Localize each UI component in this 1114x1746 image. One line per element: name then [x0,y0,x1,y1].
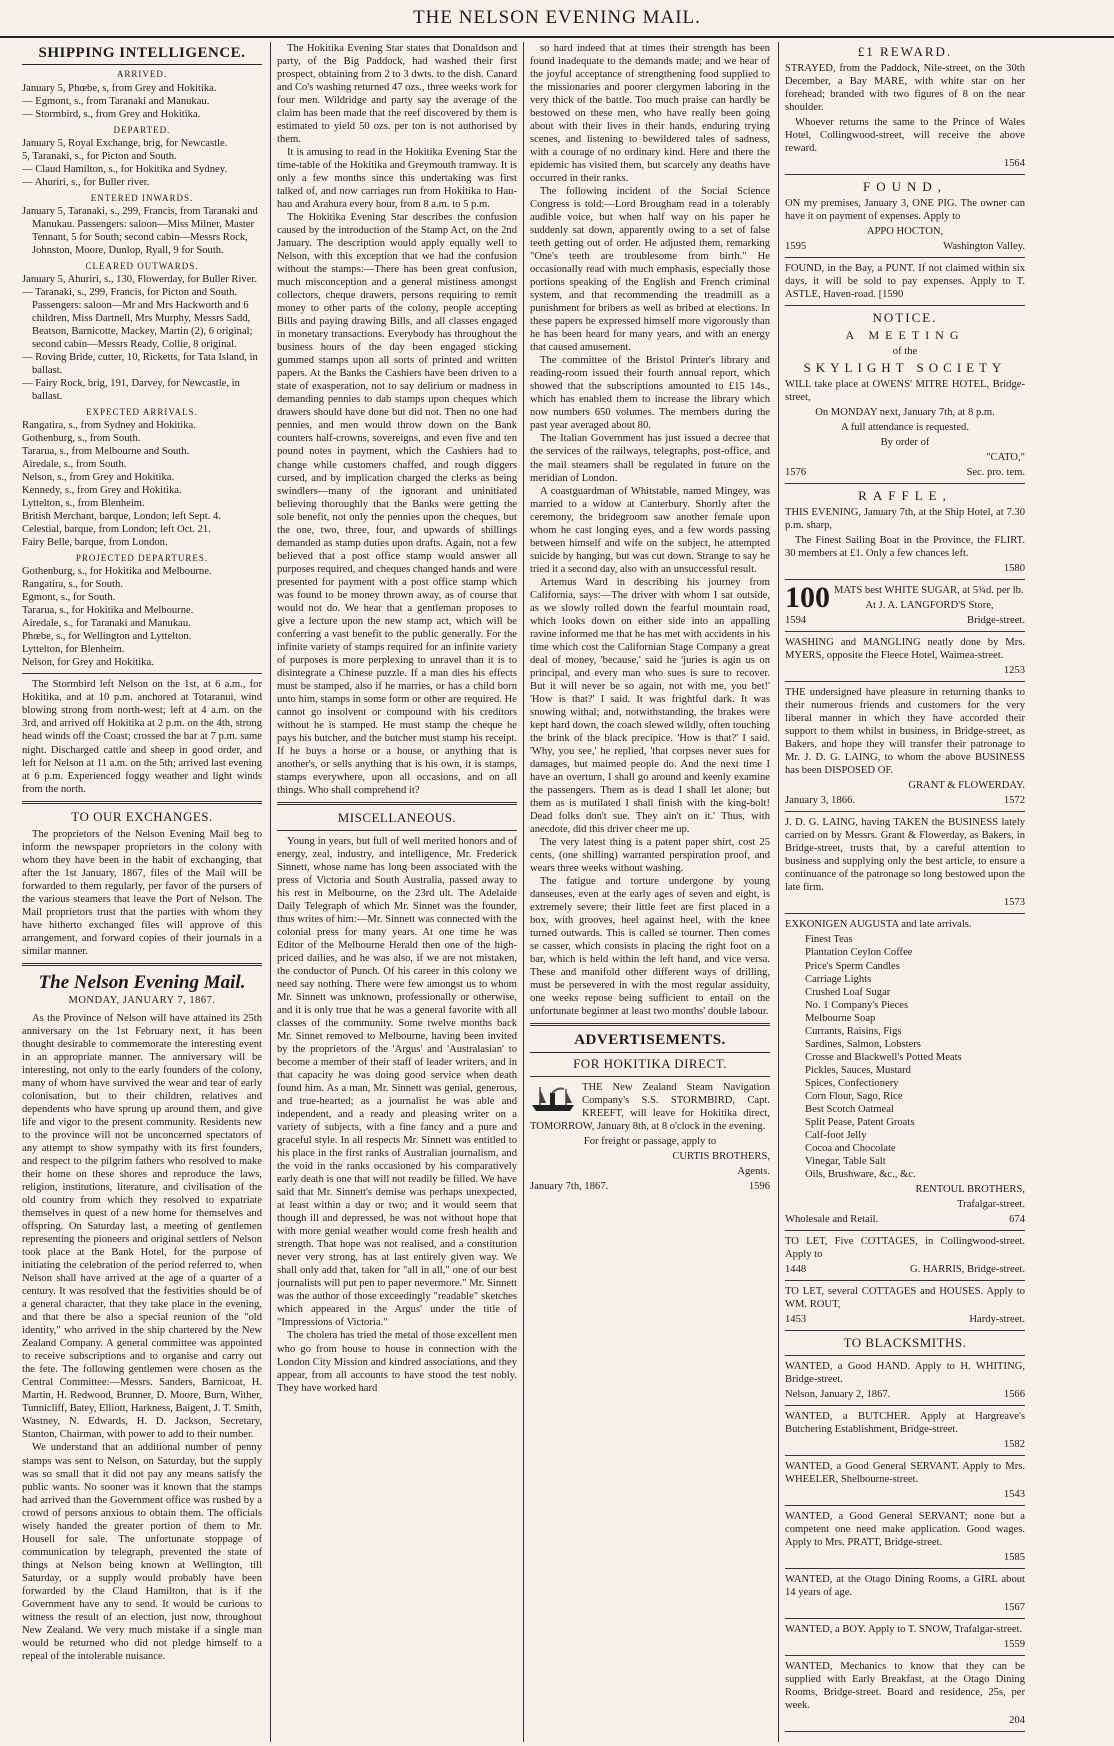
wanted-ad [785,1660,1025,1732]
wanted-ref: 1559 [1003,1639,1025,1651]
list-item: Lyttelton, s., from Blenheim. [22,498,145,510]
paragraph: As the Province of Nelson will have attained its 25th anniversary on the 1st February next, it has been thought desirable to commemorate the interesting event in an appropriate manner. The anniversary will be interesting, not only to the early founders of the colony, many of whom have survived the wear and tear of early colonisation, but to their children, relatives and dependents who have sprung up around them, and give life and vigor to the present community. Residents new to the province will not be unconcerned spectators of any attempt to show sympathy with its first founders, and respect to the pilgrim fathers who resolved to make their home on these shores and reproduce the laws, religion, institutions, literature, and civilisation of the old country from which they resolved to expatriate themselves in quest of a new home for themselves and offspring. On Saturday last, a meeting of gentlemen representing the pioneers and original settlers of Nelson took place at the Bank Hotel, for the purpose of initiating the celebration of the period referred to, when Nelson shall have arrived at the age of a quarter of a century. It was resolved that the festivities should be of a general character, that they take place in the evening, and that there be also a special reunion of the "old identity," who arrived in the ship chartered by the New Zealand Company. A general committee was appointed to receive subscriptions and to organise and carry out the fete. The following gentlemen were chosen as the Central Committee:—Messrs. Sanders, Barnicoat, H. Martin, H. Redwood, Brunner, D. Moore, Burn, Wither, Tunnicliff, Batey, Elliott, Harkness, Baigent, J. T. Smith, Wastney, N. Edwards, H. D. Jackson, Secretary, Stanton, Chairman, with power to add to their number. [22,1012,262,1441]
hokitika-agent-role: Agents. [737,1165,770,1177]
list-item: Crosse and Blackwell's Potted Meats [805,1051,962,1063]
column-rule [523,42,524,1742]
divider [785,257,1025,258]
list-item: Phœbe, s., for Wellington and Lyttelton. [22,631,192,643]
list-item: Tararua, s., from Melbourne and South. [22,446,190,458]
wanted-ref: 1585 [1003,1552,1025,1564]
list-item: January 5, Royal Exchange, brig, for Newcastle. [22,137,228,149]
divider [785,1230,1025,1231]
list-item: Rangatira, s., from Sydney and Hokitika. [22,420,196,432]
exchanges-text: The proprietors of the Nelson Evening Mail beg to inform the newspaper proprietors in the colony with whom they have been in the habit of exchanging, that after the 1st January, 1867, files of the Mail will be forwarded to them regularly, per favor of the pursers of the various steamers that leave the Port of Nelson. The Mail proprietors trust that the parties with whom they have hitherto exchanged files will approve of this arrangement, and forward copies of their journals in a similar manner. [22,828,262,957]
to-let-2-text [785,1285,1025,1311]
sugar-street: Bridge-street. [967,615,1025,627]
wanted-ad [785,1510,1025,1569]
notice-sec: Sec. pro. tem. [966,467,1025,479]
column-4 [785,42,1025,1742]
washing-ref: 1253 [1003,665,1025,677]
wanted-footer [785,1388,1025,1401]
wanted-footer [785,1438,1025,1451]
wanted-ads [785,1360,1025,1732]
divider [785,681,1025,682]
blacksmiths-heading: TO BLACKSMITHS. [843,1334,967,1350]
hokitika-agent: CURTIS BROTHERS, [672,1150,770,1162]
raffle-text-2: The Finest Sailing Boat in the Province, the FLIRT. 30 members at £1. Only a few chances left. [785,535,1025,560]
notice-attend: A full attendance is requested. [841,421,969,433]
augusta-wholesale: Wholesale and Retail. [785,1213,879,1225]
cleared-heading: CLEARED OUTWARDS. [85,260,199,271]
divider [785,913,1025,914]
divider [785,174,1025,175]
reward-text-2: Whoever returns the same to the Prince of Wales Hotel, Collingwood-street, will receive the above reward. [785,117,1025,155]
list-item: Currants, Raisins, Figs [805,1025,902,1037]
divider [785,1731,1025,1732]
to-let-2-street: Hardy-street. [969,1313,1025,1325]
list-item: Spices, Confectionery [805,1077,899,1089]
divider [785,1568,1025,1569]
to-let-1-name: G. HARRIS, Bridge-street. [909,1263,1025,1275]
reward-text: STRAYED, from the Paddock, Nile-street, on the 30th December, a Bay MARE, with white star on her forehead; branded with two figures of 8 on the near shoulder. [785,62,1025,114]
wanted-text: WANTED, at the Otago Dining Rooms, a GIRL about 14 years of age. [785,1574,1025,1599]
column-3 [530,42,770,1742]
list-item: Best Scotch Oatmeal [805,1103,894,1115]
expected-list [22,419,262,549]
hokitika-freight: For freight or passage, apply to [583,1135,717,1147]
masthead-title: THE NELSON EVENING MAIL. [413,7,701,28]
list-item: Cocoa and Chocolate [805,1142,896,1154]
wanted-ad [785,1573,1025,1619]
wanted-ad [785,1460,1025,1506]
list-item: — Roving Bride, cutter, 10, Ricketts, for Tata Island, in ballast. [22,351,258,376]
list-item: Plantation Ceylon Coffee [805,947,913,959]
list-item: Price's Sperm Candles [805,960,900,972]
column-rule [778,42,779,1742]
list-item: 5, Taranaki, s., for Picton and South. [22,150,177,162]
reward-ref: 1564 [1003,158,1025,170]
wanted-ref: 1543 [1003,1489,1025,1501]
exchanges-heading: TO OUR EXCHANGES. [71,808,213,824]
list-item: — Ahuriri, s., for Buller river. [22,176,150,188]
list-item: January 5, Ahuriri, s., 130, Flowerday, for Buller River. [22,273,257,285]
divider [22,673,262,674]
paragraph: so hard indeed that at times their strength has been found inadequate to the demands made; and we hear of the joyful acceptance of strengthening food supplied to the missionaries and poorer clergymen laboring in the very thick of the battle. Too much praise can hardly be bestowed on these men, who have really been going about with their lives in their hands, enduring trying scenes, and listening to bewildered tales of sadness, with a courage of no ordinary kind. Here and there the epidemic has visited them, but scarcely any deaths have occurred in their ranks. [530,43,770,185]
list-item: Corn Flour, Sago, Rice [805,1090,903,1102]
stamp-paragraphs [277,42,517,797]
wanted-ad [785,1360,1025,1406]
hokitika-footer [530,1180,770,1193]
divider [785,811,1025,812]
divider [785,483,1025,484]
paragraph: The committee of the Bristol Printer's library and reading-room issued their fourth annual report, which showed that the subscriptions amounted to £15 14s., which has enabled them to increase the library which now numbers 650 volumes. The members during the past year averaged about 80. [530,355,770,432]
sugar-footer [785,614,1025,627]
raffle-text: THIS EVENING, January 7th, at the Ship Hotel, at 7.30 p.m. sharp, [785,507,1025,532]
notice-when: On MONDAY next, January 7th, at 8 p.m. [815,406,995,418]
punt-ref: [1590 [878,289,904,301]
projected-list [22,565,262,669]
divider [22,963,262,966]
notice-order: By order of [880,437,930,448]
divider [785,1330,1025,1331]
list-item: No. 1 Company's Pieces [805,999,909,1011]
wanted-ad [785,1623,1025,1656]
list-item: Nelson, for Grey and Hokitika. [22,657,154,669]
cleared-list [22,273,262,403]
wanted-text: WANTED, a Good HAND. Apply to H. WHITING, Bridge-street. [785,1360,1025,1385]
to-let-2-name: WM. ROUT, [785,1298,841,1310]
notice-text: WILL take place at OWENS' MITRE HOTEL, Bridge-street, [785,378,1025,403]
list-item: — Claud Hamilton, s., for Hokitika and Sydney. [22,163,227,175]
laing-ref: 1573 [1003,897,1025,909]
to-let-1-ref: 1448 [785,1263,807,1275]
column-2 [277,42,517,1742]
list-item: Melbourne Soap [805,1012,876,1024]
to-let-2-footer [785,1313,1025,1326]
grant-ref: 1572 [1003,795,1025,807]
list-item: Fairy Belle, barque, from London. [22,537,168,549]
wanted-ref: 1566 [1003,1388,1025,1400]
divider [785,1280,1025,1281]
list-item: — Stormbird, s., from Grey and Hokitika. [22,108,201,120]
divider [785,579,1025,580]
found-place: Washington Valley. [943,241,1025,253]
wanted-ref: 1567 [1003,1602,1025,1614]
wanted-footer [785,1488,1025,1501]
hokitika-date: January 7th, 1867. [530,1180,609,1192]
raffle-ref: 1580 [1003,563,1025,575]
arrived-list [22,82,262,121]
list-item: Celestial, barque, from London; left Oct. 21. [22,524,211,536]
wanted-footer [785,1551,1025,1564]
paragraph: The Hokitika Evening Star describes the confusion caused by the introduction of the Stamp Act, on the 2nd January. The description would apply equally well to Nelson, with this exception that we had the confusion without the stamps:—There has been great confusion, much misconception and a general mistiness amongst collectors, cheque drawers, persons requiring to remit money to other parts of the colony, people accepting Bills and paying drawing Bills, and all classes engaged in monetary transactions. Everybody has throughout the business hours of the day been engaged sticking gummed stamps upon all sorts of printed and written papers. At the Banks the Cashiers have been driven to a state of exasperation, not to say delirium or madness in demanding pennies to dab stamps upon cheques which drawers should have done but did not. Then no one had pennies, and men would throw down on the Bank counters half-crowns, sovereigns, and even five and ten pound notes in payment, which the Cashiers had to change while customers chaffed, and rough diggers cursed, and by implication charged the clerks as being swindlers—many of the ignorant and uninitiated believing thoroughly that the Banks were getting the sole benefit, not only the pennies upon the cheques, but the one, two, three, four, and upwards of shillings demanded as stamp duties upon drafts. Again, not a few believed that a post office stamp would answer all purposes required, and cheques changed hands and were presented for payment with a post office stamp which was found to be money thrown away, as of course that would not do. We hear that a gentleman proposes to give a lecture upon the new stamp act, which will be conferring a vast benefit to the public generally. For the infinite variety of stamps required for an infinite variety of purposes is more perplexing to unravel than it is to disintegrate a Chinese puzzle. If a man dies his effects must be stamped, also if he marries, or has a child born unto him, stamps in some form or other are required. He cannot go insolvent or compound with his creditors without he is stamped. He must stamp the cheque he pays his butcher, and the butcher must stamp his receipt. If he buys a horse or a house, or anything that is another's, or sells anything that is his own, it is stamps, stamps everywhere, upon all occasions, and on all things. Who shall comprehend it? [277,212,517,796]
paragraph: The cholera has tried the metal of those excellent men who go from house to house in connection with the London City Mission and kindred associations, and they appear, from all accounts to have stood the test nobly. They have worked hard [277,1330,517,1394]
paragraph: The fatigue and torture undergone by young danseuses, even at the early ages of seven and eight, is extremely severe; their little feet are first placed in a box, with grooves, heel against heel, with the knee turned outwards. This is called se tourner. Then comes se casser, which consists in placing the right foot on a bar, which is held within the left hand, and vice versa. These and manifold other different ways of drilling, must be persevered in with the most regular assiduity, one weeks repose being sufficient to entail on the unfortunate beginner at least two months' double labour. [530,876,770,1018]
list-item: Vinegar, Table Salt [805,1155,886,1167]
paper-title: The Nelson Evening Mail. [38,971,246,993]
departed-list [22,137,262,189]
list-item: January 5, Taranaki, s., 299, Francis, from Taranaki and Manukau. Passengers: saloon—Miss Milner, Master Tennant, 5 for South; second cabin—Messrs Rock, Johnston, Moore, Dunlop, Ryall, 9 for South. [22,205,258,256]
list-item: Pickles, Sauces, Mustard [805,1064,911,1076]
paragraph: We understand that an additional number of penny stamps was sent to Nelson, on Saturday, but the supply was so small that it did not pay any means satisfy the public wants. No sooner was it known that the stamps had arrived than the Government office was rushed by a crowd of persons anxious to obtain them. The officials wisely handed the greater portion of them to Mr. Housell for sale. The unfortunate stoppage of communication by telegraph, prevented the state of things at Nelson being known at Wellington, till Saturday, or a supply would probably have been forwarded by the Claud Hamilton, that is if the Government have any to send. It would be curious to witness the result of an election, just now, throughout New Zealand. We very much mistake if a single man would be returned who did not pledge himself to a repeal of the intolerable nuisance. [22,1442,262,1662]
to-let-1-footer [785,1263,1025,1276]
paragraph: A coastguardman of Whitstable, named Mingey, was married to a widow at Canterbury. Shortly after the ceremony, the bridegroom saw another female upon whom he cast longing eyes, and a few words passing between himself and wife on the subject, he attempted suicide by hanging, but was cut down. Strange to say he tried it a second day, also with an unsuccessful result. [530,485,770,575]
paragraph: The Italian Government has just issued a decree that the services of the railways, telegraphs, post-office, and the mail steamers shall be regulated in future on the meridian of London. [530,433,770,484]
society-name: SKYLIGHT SOCIETY [803,359,1007,375]
sugar-number: 100 [785,581,830,615]
list-item: Tararua, s., for Hokitika and Melbourne. [22,605,194,617]
divider [785,305,1025,306]
reward-title: £1 REWARD. [857,44,953,59]
list-item: Oils, Brushware, &c., &c. [805,1168,916,1180]
punt-body: FOUND, in the Bay, a PUNT. If not claimed within six days, it will be sold to pay expenses. Apply to T. ASTLE, Haven-road. [785,263,1025,301]
sugar-at: At J. A. LANGFORD'S Store, [865,600,994,612]
to-let-2-ref: 1453 [785,1313,807,1325]
found-name: APPO HOCTON, [866,226,944,238]
divider [530,1076,770,1077]
hokitika-ad-text: THE New Zealand Steam Navigation Company's S.S. STORMBIRD, Capt. KREEFT, will leave for Hokitika direct, TOMORROW, January 8th, at 8 o'clock in the evening. [530,1081,770,1132]
list-item: Gothenburg, s., for Hokitika and Melbourne. [22,566,212,578]
list-item: British Merchant, barque, London; left Sept. 4. [22,511,221,523]
grant-date: January 3, 1866. [785,795,856,807]
list-item: — Egmont, s., from Taranaki and Manukau. [22,95,210,107]
augusta-title: EXKONIGEN AUGUSTA and late arrivals. [785,919,972,931]
wanted-footer [785,1714,1025,1727]
masthead [0,0,1114,38]
found-text: ON my premises, January 3, ONE PIG. The owner can have it on payment of expenses. Apply to [785,198,1025,223]
wanted-text: WANTED, a BUTCHER. Apply at Hargreave's Butchering Establishment, Bridge-street. [785,1410,1025,1435]
list-item: Kennedy, s., from Grey and Hokitika. [22,485,182,497]
wanted-text: WANTED, a Good General SERVANT; none but a competent one need make application. Good wages. Apply to Mrs. PRATT, Bridge-street. [785,1511,1025,1549]
divider [530,1023,770,1026]
list-item: Rangatira, s., for South. [22,579,123,591]
expected-heading: EXPECTED ARRIVALS. [86,407,198,418]
divider [785,1505,1025,1506]
list-item: Split Pease, Patent Groats [805,1116,915,1128]
steamship-icon [530,1083,578,1113]
divider [785,1355,1025,1356]
divider [277,830,517,831]
divider [785,1618,1025,1619]
augusta-footer [785,1213,1025,1226]
list-item: Lyttelton, for Blenheim. [22,644,125,656]
wanted-ad [785,1410,1025,1456]
wanted-sub: Nelson, January 2, 1867. [785,1388,891,1400]
grant-footer [785,794,1025,807]
found-title: FOUND, [862,179,948,195]
wanted-footer [785,1601,1025,1614]
sugar-ref: 1594 [785,615,807,627]
notice-cato: "CATO," [986,452,1025,464]
augusta-items [805,933,1025,1180]
projected-heading: PROJECTED DEPARTURES. [75,553,209,564]
divider [277,802,517,805]
meeting-of: of the [892,345,918,357]
dateline: MONDAY, JANUARY 7, 1867. [68,995,216,1007]
laing-text: J. D. G. LAING, having TAKEN the BUSINESS lately carried on by Messrs. Grant & Flowerday, as Bakers, in Bridge-street, trusts that, by a careful attention to business and supplying only the best article, to ensure a continuance of the patronage so long bestowed upon the late firm. [785,817,1025,894]
paragraph: The Hokitika Evening Star states that Donaldson and party, of the Big Paddock, had washed their first prospect, obtaining from 2 to 3 dwts. to the dish. Canard and Co's washing returned 47 ozs., three weeks work for four men. Wildridge and party say the average of the claim has been made that the reef discovered by them is estimated to yield 50 ozs. per ton is not authorised by them. [277,43,517,146]
sugar-ad [785,581,1025,627]
meeting-title: A MEETING [845,328,965,343]
list-item: Sardines, Salmon, Lobsters [805,1038,921,1050]
list-item: Finest Teas [805,934,853,946]
grant-sign: GRANT & FLOWERDAY. [908,780,1025,792]
paragraph: Artemus Ward in describing his journey from California, says:—The driver with whom I sat outside, as we slowly rolled down the fearful mountain road, which looks down on either side into an appalling ravine informed me that he has met with accidents in his time which cost the Californian Stage Company a great deal of money, 'because,' said he 'juries is agin us on principal, and every man who sues is sure to recover. But it will never be so again, not with me, you bet!' 'How is that?' I said. It was frightful dark. It was snowing withal; and, notwithstanding, the brakes were kept hard down, the coach slewed wildly, often touching the brink of the black precipice. 'How is that?' I said. 'Why, you see,' he replied, 'that corpses never sues for damages, but maimed people do. And the next time I have an overturn, I shall go around and keenly examine the passengers. Them as is dead I shall let alone; but them as is mutilated I shall finish with the king-bolt! Dead folks don't sue. They ain't on it.' Thus, with anecdote, did this driver cheer me up. [530,576,770,835]
paragraph: The very latest thing is a patent paper shirt, cost 25 cents, (one shilling) warranted perspiration proof, and wears three weeks without washing. [530,836,770,874]
notice-ref: 1576 [785,467,807,479]
list-item: Crushed Loaf Sugar [805,986,891,998]
wanted-ref: 1582 [1003,1438,1025,1450]
sugar-text: MATS best WHITE SUGAR, at 5¾d. per lb. [834,585,1024,597]
augusta-firm: RENTOUL BROTHERS, [915,1183,1025,1195]
column-rule [270,42,271,1742]
list-item: Carriage Lights [805,973,872,985]
found-ref: 1595 [785,241,807,253]
list-item: Airedale, s., from South. [22,459,127,471]
paragraph: It is amusing to read in the Hokitika Evening Star the time-table of the Hokitika and Greymouth tramway. It is only a few months since this undertaking was first talked of, and now carriages run from Hokitika to Hau-hau and Arahura every hour, from 8 a.m. to 5 p.m. [277,147,517,211]
hokitika-ref: 1596 [748,1180,770,1192]
editorial-paragraphs [22,1012,262,1663]
hokitika-heading: FOR HOKITIKA DIRECT. [573,1055,727,1071]
list-item: — Taranaki, s., 299, Francis, for Picton and South. Passengers: saloon—Mr and Mrs Hackworth and 6 children, Miss Dartnell, Mrs Murphy, Messrs Sadd, Beatson, Barnicotte, Mackey, Martin (2), 6 original; second cabin—Messrs Ready, Collie, 8 original. [22,286,253,350]
list-item: — Fairy Rock, brig, 191, Darvey, for Newcastle, in ballast. [22,377,240,402]
augusta-ref: 674 [1009,1213,1025,1225]
list-item: Egmont, s., for South. [22,592,116,604]
list-item: Calf-foot Jelly [805,1129,867,1141]
notice-title: NOTICE. [872,310,938,326]
list-item: Gothenburg, s., from South. [22,433,141,445]
column-1 [22,42,262,1742]
punt-text [785,262,1025,301]
wanted-text: WANTED, a BOY. Apply to T. SNOW, Trafalgar-street. [785,1624,1023,1636]
list-item: Airedale, s., for Taranaki and Manukau. [22,618,191,630]
divider [785,631,1025,632]
entered-heading: ENTERED INWARDS. [90,192,194,203]
entered-list [22,205,262,257]
divider [785,1655,1025,1656]
notice-footer [785,466,1025,479]
wanted-text: WANTED, a Good General SERVANT. Apply to Mrs. WHEELER, Shelbourne-street. [785,1460,1025,1485]
to-let-1-text: TO LET, Five COTTAGES, in Collingwood-street. Apply to [785,1235,1025,1260]
ads-heading: ADVERTISEMENTS. [530,1031,770,1052]
misc-paragraphs [277,835,517,1395]
misc-heading: MISCELLANEOUS. [337,809,457,825]
augusta-street: Trafalgar-street. [957,1198,1025,1210]
divider [22,801,262,804]
paragraph: The following incident of the Social Science Congress is told:—Lord Brougham read in a tolerably audible voice, but when half way on his paper he suddenly sat down, apparently owing to a set of false teeth getting out of order. He adjusted them, remarking "One's teeth are troublesome from birth." He occasionally read with much emphasis, especially those portions speaking of the English and French criminal system, and that recommending the treadmill as a punishment for bribers as well as bribed at elections. In these papers he expressed himself more vigorously than he has been heard for many years, and with an energy that caused amusement. [530,186,770,354]
raffle-title: RAFFLE, [858,488,952,504]
wanted-ref: 204 [1009,1715,1025,1727]
departed-heading: DEPARTED. [113,124,171,135]
news-paragraphs [530,42,770,1018]
stormbird-report: The Stormbird left Nelson on the 1st, at 6 a.m., for Hokitika, and at 10 p.m. anchored at Totaranui, wind blowing strong from north-west; left at 4 a.m. on the 3rd, and arrived off Hokitika at 2 p.m. on the 4th, strong head winds off the Coast; crossed the bar at 7 p.m. same night. Discharged cattle and sheep in good order, and left for Nelson at 11 a.m. on the 5th; arrived last evening at 6 p.m. Experienced foggy weather and light winds from the north. [22,679,262,795]
divider [785,1405,1025,1406]
list-item: January 5, Phœbe, s, from Grey and Hokitika. [22,82,217,94]
divider [785,1455,1025,1456]
to-let-2-body: TO LET, several COTTAGES and HOUSES. Apply to [785,1285,1025,1297]
paragraph: Young in years, but full of well merited honors and of energy, zeal, industry, and intelligence, Mr. Frederick Sinnett, whose name has long been associated with the press of Victoria and South Australia, passed away to his rest in Melbourne, on the 23rd ult. The Adelaide Daily Telegraph of which Mr. Sinnet was the founder, thus writes of him:—Mr. Sinnett was connected with the colonial press for many years. At one time he was Editor of the Melbourne Herald then one of the high-priced dailies, and he was also, if we are not mistaken, the conductor of Punch. Of his career in this colony we need say nothing. There were few amongst us to whom Mr. Sinnett was unknown, professionally or otherwise, and it is only true that he was a general favorite with all classes of the community. Some twelve months back Mr. Sinnet removed to Melbourne, having been invited by the proprietors of the 'Argus' and 'Australasian' to become a member of their staff of leader writers, and in that capacity he was doing good service when death found him. As a man, Mr. Sinnett was genial, generous, and true-hearted; as a journalist he was able and independent, and a ready and pleasing writer on a variety of subjects, with a fine fancy and a pure and graceful style. In all respects Mr. Sinnett was entitled to his place in the first ranks of Australian journalism, and the void in the ranks occasioned by his comparatively early death is one that will not readily be filled. We have said that Mr. Sinnett's demise was perhaps unexpected, at least within a day or two; and it would seem that though ill and depressed, he was not without hope that with more genial weather would come fresh health and strength. That hope was not realised, and a constitution never very strong, has at last entirely given way. We shall only add that, taken for "all in all," one of our best journalists will put pen to paper nevermore." Mr. Sinnett was the author of those exceedingly "readable" sketches which appeared in the Argus' under the title of "Impressions of Victoria." [277,835,517,1329]
arrived-heading: ARRIVED. [116,69,168,80]
wanted-footer [785,1638,1025,1651]
grant-text: THE undersigned have pleasure in returning thanks to their numerous friends and customers for the very liberal manner in which they have accorded their support to them whilst in business, in Bridge-street, as Bakers, and hope they will transfer their patronage to Mr. J. D. G. LAING, to whom the above BUSINESS has been DISPOSED OF. [785,687,1025,777]
wanted-text: WANTED, Mechanics to know that they can be supplied with Early Breakfast, at the Otago Dining Rooms, Bridge-street. Board and residence, 25s, per week. [785,1661,1025,1712]
list-item: Nelson, s., from Grey and Hokitika. [22,472,175,484]
found-footer [785,240,1025,253]
shipping-heading: SHIPPING INTELLIGENCE. [22,44,262,65]
washing-text: WASHING and MANGLING neatly done by Mrs. MYERS, opposite the Fleece Hotel, Waimea-street. [785,637,1025,662]
